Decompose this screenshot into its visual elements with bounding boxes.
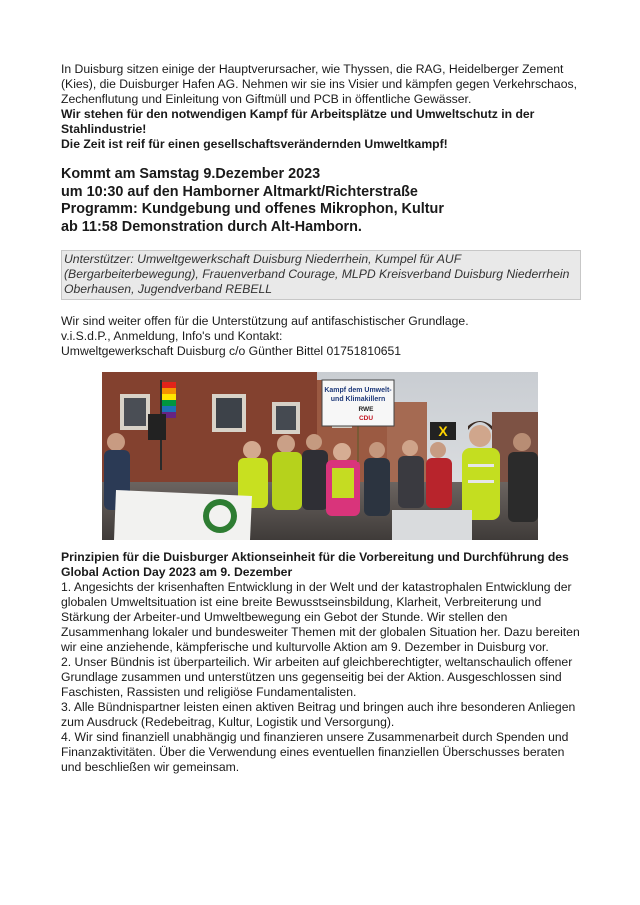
contact-line-1: Wir sind weiter offen für die Unterstützung auf antifaschistischer Grundlage. — [61, 314, 469, 328]
principles-title: Prinzipien für die Duisburger Aktionseinheit für die Vorbereitung und Durchführung des Global Action Day 2023 am 9. Dezember — [61, 550, 569, 579]
sign-text-line-3: RWE — [358, 406, 374, 413]
principle-4: 4. Wir sind finanziell unabhängig und finanzieren unsere Zusammenarbeit durch Spenden und Finanzaktivitäten. Über die Verwendung eines eventuellen finanziellen Überschusses beraten und beschließen wir gemeinsam. — [61, 730, 569, 774]
event-program: Programm: Kundgebung und offenes Mikrophon, Kultur — [61, 201, 444, 217]
event-announcement — [61, 166, 581, 236]
supporters-text: Unterstützer: Umweltgewerkschaft Duisburg Niederrhein, Kumpel für AUF (Bergarbeiterbewegung), Frauenverband Courage, MLPD Kreisverband Duisburg Niederrhein Oberhausen, Jugendverband REBELL — [64, 252, 570, 296]
sign-text-line-2: und Klimakillern — [330, 396, 386, 403]
svg-text:X: X — [438, 423, 448, 439]
intro-bold-line-1: Wir stehen für den notwendigen Kampf für Arbeitsplätze und Umweltschutz in der Stahlindustrie! — [61, 107, 535, 136]
flyer-page — [61, 62, 581, 775]
demonstration-photo — [102, 372, 538, 540]
contact-block — [61, 314, 581, 359]
principle-1: 1. Angesichts der krisenhaften Entwicklung in der Welt und der katastrophalen Entwicklung der globalen Umweltsituation ist eine breite Bewusstseinsbildung, Klarheit, Verbreiterung und Stärkung der Arbeiter-und Umweltbewegung ein Gebot der Stunde. Wir stellen den Zusammenhang lokaler und bundesweiter Themen mit der globalen Situation her. Dazu bereiten wir eine anziehende, kämpferische und kulturvolle Aktion am 9. Dezember in Duisburg vor. — [61, 580, 580, 654]
event-date: Kommt am Samstag 9.Dezember 2023 — [61, 166, 321, 182]
event-demonstration: ab 11:58 Demonstration durch Alt-Hamborn. — [61, 218, 362, 235]
event-time-location: um 10:30 auf den Hamborner Altmarkt/Richterstraße — [61, 183, 418, 200]
contact-line-2: v.i.S.d.P., Anmeldung, Info's und Kontakt: — [61, 329, 283, 343]
intro-paragraph: In Duisburg sitzen einige der Hauptverursacher, wie Thyssen, die RAG, Heidelberger Zement (Kies), die Duisburger Hafen AG. Nehmen wir sie ins Visier und kämpfen gegen Verkehrschaos, Zechenflutung und Einleitung von Giftmüll und PCB in öffentliche Gewässer. — [61, 62, 577, 106]
principle-3: 3. Alle Bündnispartner leisten einen aktiven Beitrag und bringen auch ihre besonderen Anliegen zum Ausdruck (Redebeitrag, Kultur, Logistik und Versorgung). — [61, 700, 576, 729]
supporters-box — [61, 250, 581, 300]
principle-2: 2. Unser Bündnis ist überparteilich. Wir arbeiten auf gleichberechtigter, weltanschaulich offener Grundlage zusammen und unterstützen uns gegenseitig bei der Aktion. Ausgeschlossen sind Faschisten, Rassisten und religiöse Fundamentalisten. — [61, 655, 573, 699]
sign-text-line-1: Kampf dem Umwelt- — [324, 387, 392, 394]
contact-line-3: Umweltgewerkschaft Duisburg c/o Günther Bittel 01751810651 — [61, 344, 402, 358]
sign-text-line-4: CDU — [358, 415, 374, 422]
intro-bold-line-2: Die Zeit ist reif für einen gesellschaftsverändernden Umweltkampf! — [61, 137, 448, 151]
